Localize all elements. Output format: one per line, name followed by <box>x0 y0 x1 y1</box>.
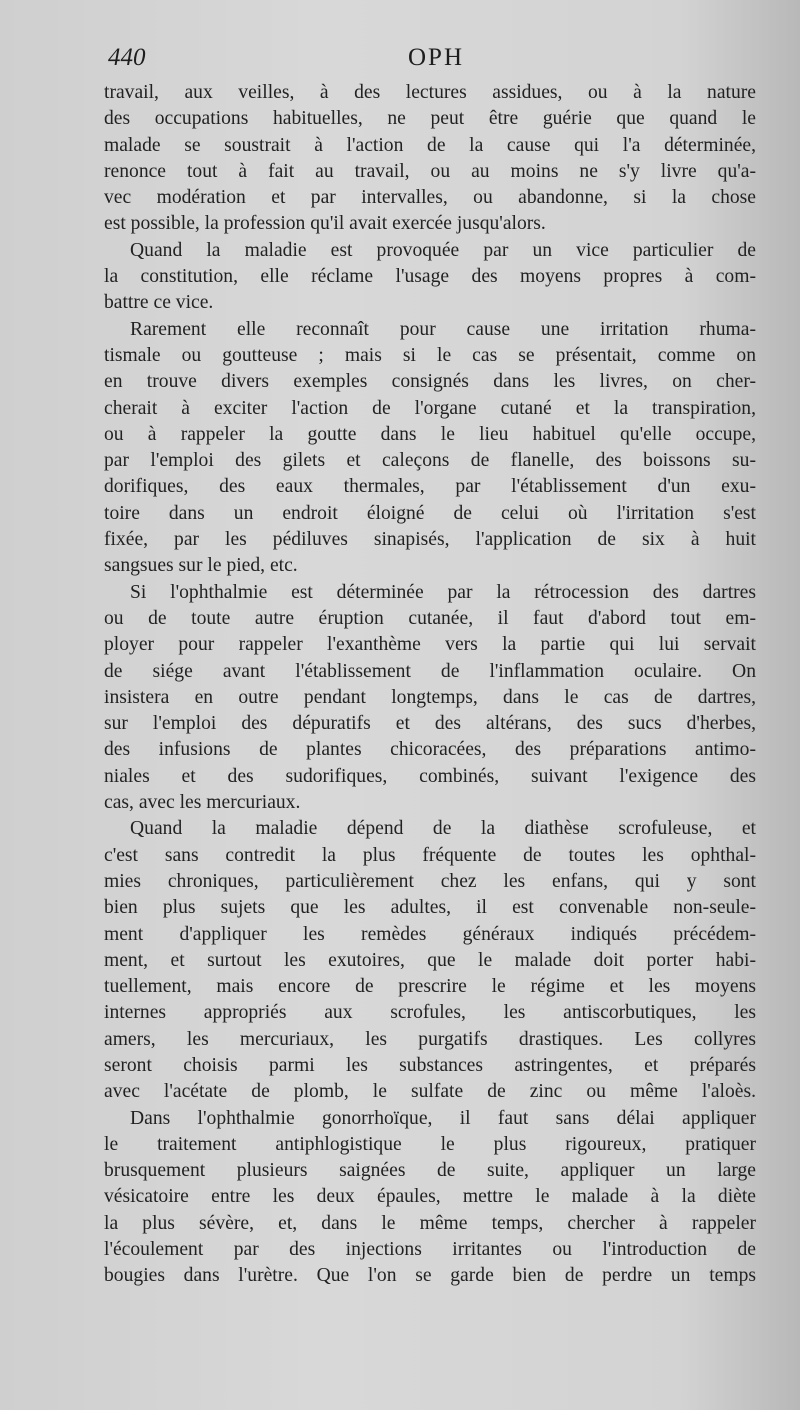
text-line: le traitement antiphlogistique le plus rigoureux, pratiquer <box>104 1133 756 1155</box>
text-line: renonce tout à fait au travail, ou au moins ne s'y livre qu'a- <box>104 160 756 182</box>
text-line: par l'emploi des gilets et caleçons de flanelle, des boissons su- <box>104 450 756 472</box>
text-line: mies chroniques, particulièrement chez les enfans, qui y sont <box>104 870 756 892</box>
running-head: OPH <box>408 44 465 71</box>
text-line: niales et des sudorifiques, combinés, suivant l'exigence des <box>104 765 756 787</box>
text-line: malade se soustrait à l'action de la cause qui l'a déterminée, <box>104 134 756 156</box>
text-line: ployer pour rappeler l'exanthème vers la partie qui lui servait <box>104 634 756 656</box>
text-line: c'est sans contredit la plus fréquente de toutes les ophthal- <box>104 844 756 866</box>
text-line: ment, et surtout les exutoires, que le malade doit porter habi- <box>104 949 756 971</box>
text-line: Quand la maladie est provoquée par un vice particulier de <box>130 239 756 261</box>
text-line: est possible, la profession qu'il avait exercée jusqu'alors. <box>104 213 546 235</box>
text-line: cas, avec les mercuriaux. <box>104 792 301 814</box>
text-line: Quand la maladie dépend de la diathèse scrofuleuse, et <box>130 818 756 840</box>
text-line: Si l'ophthalmie est déterminée par la rétrocession des dartres <box>130 581 756 603</box>
text-line: Dans l'ophthalmie gonorrhoïque, il faut sans délai appliquer <box>130 1107 756 1129</box>
page-number: 440 <box>108 44 146 71</box>
text-line: travail, aux veilles, à des lectures assidues, ou à la nature <box>104 82 756 103</box>
text-line: toire dans un endroit éloigné de celui où l'irritation s'est <box>104 502 756 524</box>
text-line: la plus sévère, et, dans le même temps, chercher à rappeler <box>104 1212 756 1234</box>
text-line: insistera en outre pendant longtemps, dans le cas de dartres, <box>104 686 756 708</box>
text-line: avec l'acétate de plomb, le sulfate de zinc ou même l'aloès. <box>104 1081 756 1103</box>
text-line: Rarement elle reconnaît pour cause une irritation rhuma- <box>130 318 756 340</box>
text-line: des infusions de plantes chicoracées, des préparations antimo- <box>104 739 756 761</box>
text-line: ou de toute autre éruption cutanée, il faut d'abord tout em- <box>104 607 756 629</box>
text-line: vec modération et par intervalles, ou abandonne, si la chose <box>104 187 756 209</box>
text-line: dorifiques, des eaux thermales, par l'établissement d'un exu- <box>104 476 756 498</box>
text-line: l'écoulement par des injections irritantes ou l'introduction de <box>104 1239 756 1261</box>
text-line: sangsues sur le pied, etc. <box>104 555 298 577</box>
text-line: de siége avant l'établissement de l'inflammation oculaire. On <box>104 660 756 682</box>
text-line: ment d'appliquer les remèdes généraux indiqués précédem- <box>104 923 756 945</box>
text-line: amers, les mercuriaux, les purgatifs drastiques. Les collyres <box>104 1028 756 1050</box>
text-line: ou à rappeler la goutte dans le lieu habituel qu'elle occupe, <box>104 423 756 445</box>
text-line: seront choisis parmi les substances astringentes, et préparés <box>104 1054 756 1076</box>
text-line: des occupations habituelles, ne peut être guérie que quand le <box>104 108 756 130</box>
text-line: internes appropriés aux scrofules, les antiscorbutiques, les <box>104 1002 756 1024</box>
text-line: cherait à exciter l'action de l'organe cutané et la transpiration, <box>104 397 756 419</box>
text-line: battre ce vice. <box>104 292 214 314</box>
page-header <box>108 44 758 74</box>
text-line: brusquement plusieurs saignées de suite, appliquer un large <box>104 1160 756 1182</box>
text-line: bougies dans l'urètre. Que l'on se garde bien de perdre un temps <box>104 1265 756 1287</box>
text-line: la constitution, elle réclame l'usage des moyens propres à com- <box>104 266 756 288</box>
text-line: fixée, par les pédiluves sinapisés, l'application de six à huit <box>104 529 756 551</box>
text-line: tuellement, mais encore de prescrire le régime et les moyens <box>104 976 756 998</box>
text-line: bien plus sujets que les adultes, il est convenable non-seule- <box>104 897 756 919</box>
text-line: vésicatoire entre les deux épaules, mettre le malade à la diète <box>104 1186 756 1208</box>
text-line: sur l'emploi des dépuratifs et des altérans, des sucs d'herbes, <box>104 713 756 735</box>
text-line: en trouve divers exemples consignés dans les livres, on cher- <box>104 371 756 393</box>
text-line: tismale ou goutteuse ; mais si le cas se présentait, comme on <box>104 344 756 366</box>
page-body-text <box>104 80 756 1290</box>
